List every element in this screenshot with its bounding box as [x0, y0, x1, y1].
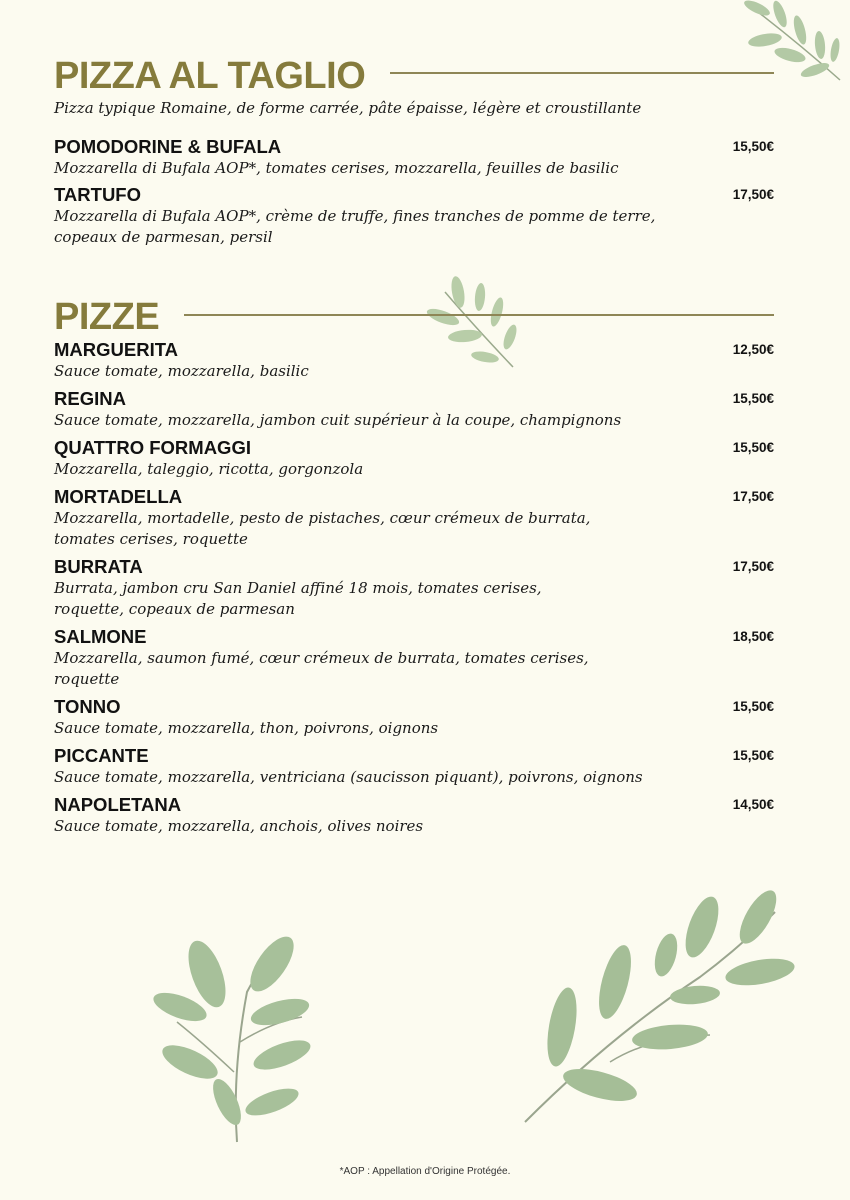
item-description: Mozzarella, taleggio, ricotta, gorgonzola	[54, 460, 364, 478]
item-name: REGINA	[54, 388, 126, 409]
menu-item	[54, 794, 774, 837]
menu-item	[54, 626, 774, 690]
menu-section-pizze	[54, 297, 774, 837]
item-description: Mozzarella di Bufala AOP*, tomates cerises, mozzarella, feuilles de basilic	[54, 159, 619, 177]
menu-item	[54, 486, 774, 550]
item-description: Mozzarella, mortadelle, pesto de pistaches, cœur crémeux de burrata,	[54, 509, 591, 527]
item-description: Mozzarella di Bufala AOP*, crème de truffe, fines tranches de pomme de terre,	[54, 207, 656, 225]
item-name: PICCANTE	[54, 745, 149, 766]
section-title: PIZZA AL TAGLIO	[54, 55, 366, 97]
item-name: QUATTRO FORMAGGI	[54, 437, 251, 458]
item-description: Burrata, jambon cru San Daniel affiné 18 mois, tomates cerises,	[54, 579, 542, 597]
footnote: *AOP : Appellation d'Origine Protégée.	[339, 1166, 511, 1177]
item-description-continued: copeaux de parmesan, persil	[54, 228, 273, 246]
menu-item	[54, 388, 774, 431]
item-description: Sauce tomate, mozzarella, thon, poivrons, oignons	[54, 719, 439, 737]
item-price: 15,50€	[732, 748, 774, 763]
item-price: 12,50€	[732, 342, 774, 357]
section-divider	[184, 314, 774, 316]
leaf-branch-icon	[520, 887, 800, 1127]
section-title: PIZZE	[54, 296, 160, 338]
item-price: 18,50€	[732, 629, 774, 644]
item-price: 15,50€	[732, 440, 774, 455]
item-description: Sauce tomate, mozzarella, basilic	[54, 362, 309, 380]
section-header	[54, 56, 774, 100]
item-description: Mozzarella, saumon fumé, cœur crémeux de burrata, tomates cerises,	[54, 649, 589, 667]
item-price: 15,50€	[732, 699, 774, 714]
item-description-continued: roquette	[54, 670, 120, 688]
section-divider	[390, 72, 774, 74]
section-subtitle: Pizza typique Romaine, de forme carrée, pâte épaisse, légère et croustillante	[54, 99, 642, 117]
item-price: 17,50€	[732, 187, 774, 202]
menu-item	[54, 184, 774, 248]
item-name: BURRATA	[54, 556, 143, 577]
leaf-branch-icon	[152, 932, 322, 1147]
menu-item	[54, 437, 774, 480]
item-price: 15,50€	[732, 139, 774, 154]
item-price: 17,50€	[732, 559, 774, 574]
item-description: Sauce tomate, mozzarella, ventriciana (saucisson piquant), poivrons, oignons	[54, 768, 643, 786]
menu-item	[54, 556, 774, 620]
item-name: TONNO	[54, 696, 121, 717]
menu-section-pizza-al-taglio	[54, 56, 774, 248]
item-name: TARTUFO	[54, 184, 141, 205]
item-name: SALMONE	[54, 626, 147, 647]
item-name: NAPOLETANA	[54, 794, 182, 815]
item-name: MARGUERITA	[54, 339, 179, 360]
section-header	[54, 297, 774, 337]
item-description: Sauce tomate, mozzarella, jambon cuit supérieur à la coupe, champignons	[54, 411, 622, 429]
menu-item	[54, 745, 774, 788]
item-price: 14,50€	[732, 797, 774, 812]
menu-item	[54, 339, 774, 382]
item-description: Sauce tomate, mozzarella, anchois, olives noires	[54, 817, 424, 835]
menu-item	[54, 136, 774, 179]
item-description-continued: tomates cerises, roquette	[54, 530, 248, 548]
item-name: MORTADELLA	[54, 486, 183, 507]
item-name: POMODORINE & BUFALA	[54, 136, 282, 157]
item-price: 17,50€	[732, 489, 774, 504]
item-description-continued: roquette, copeaux de parmesan	[54, 600, 295, 618]
item-price: 15,50€	[732, 391, 774, 406]
menu-item	[54, 696, 774, 739]
